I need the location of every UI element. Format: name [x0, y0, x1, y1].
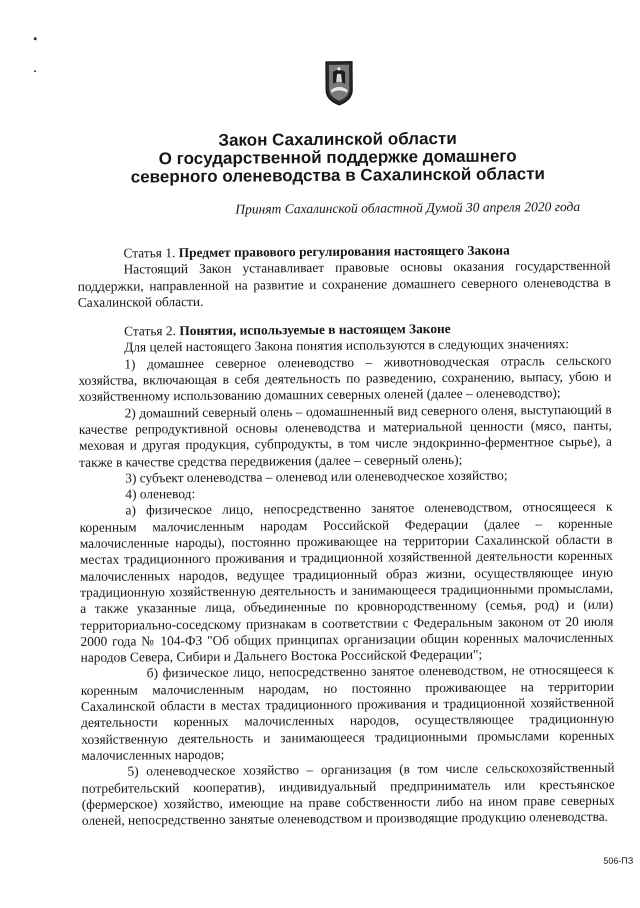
article2-intro: Для целей настоящего Закона понятия используются в следующих значениях:: [124, 336, 570, 356]
definition-item: 1) домашнее северное оленеводство – животноводческая отрасль сельского хозяйства, включающая в себя деятельность по разведению, сохранению, выпасу, убою и хозяйственному использованию домашних северных оленей (далее – оленеводство);: [78, 352, 612, 405]
sakhalin-coat-of-arms-icon: [324, 60, 354, 106]
article1-prefix: Статья 1.: [123, 245, 179, 261]
article2-title: Понятия, используемые в настоящем Законе: [179, 321, 451, 339]
definition-subitem: а) физическое лицо, непосредственно занятое оленеводством, относящееся к коренным малочисленным народам Российской Федерации (далее – коренные малочисленные народы), постоянно проживающее на территории Сахалинской области в местах традиционного проживания и традиционной хозяйственной деятельности коренных малочисленных народов, ведущее традиционный образ жизни, осуществляющее иную традиционную хозяйственную деятельность и занимающееся традиционными промыслами, а также указанные лица, объединенные по кровнородственному (семья, род) и (или) территориально-соседскому признакам в соответствии с Федеральным законом от 20 июля 2000 года № 104-ФЗ "Об общих принципах организации общин коренных малочисленных народов Севера, Сибири и Дальнего Востока Российской Федерации";: [79, 499, 614, 666]
scan-speck: [34, 37, 37, 40]
law-subtitle-line2: северного оленеводства в Сахалинской области: [130, 164, 546, 187]
scan-speck: [34, 70, 36, 72]
definition-item: 2) домашний северный олень – одомашненный вид северного оленя, выступающий в качестве репродуктивной основы оленеводства и материальной ценности (мясо, панты, меховая и другая продукция, субпродукты, в том числе эндокринно-ферментное сырье), а также в качестве средства передвижения (далее – северный олень);: [78, 401, 613, 470]
definition-item: 3) субъект оленеводства – оленевод или оленеводческое хозяйство;: [125, 467, 508, 486]
law-body: [77, 242, 615, 830]
definition-item: 5) оленеводческое хозяйство – организация (в том числе сельскохозяйственный потребительский кооператив), индивидуальный предприниматель или крестьянское (фермерское) хозяйство, имеющие на праве собственности либо на ином праве северных оленей, непосредственно занятые оленеводством и производящие продукцию оленеводства.: [81, 759, 615, 828]
document-code: 506-ПЗ: [603, 855, 634, 866]
law-subtitle-line1: О государственной поддержке домашнего: [158, 146, 517, 169]
definition-item: 4) оленевод:: [125, 486, 196, 502]
article2-prefix: Статья 2.: [124, 323, 180, 339]
definition-subitem: б) физическое лицо, непосредственно занятое оленеводством, не относящееся к коренным малочисленным народам, но постоянно проживающее на территории Сахалинской области в местах традиционного проживания и традиционной хозяйственной деятельности коренных малочисленных народов, осуществляющее традиционную хозяйственную деятельность и занимающееся традиционными промыслами коренных малочисленных народов;: [80, 662, 615, 763]
article1-text: Настоящий Закон устанавливает правовые основы оказания государственной поддержки, направленной на развитие и сохранение домашнего северного оленеводства в Сахалинской области.: [77, 258, 611, 310]
article1-title: Предмет правового регулирования настоящего Закона: [178, 242, 510, 261]
law-title: Закон Сахалинской области: [218, 128, 457, 150]
adoption-date: Принят Сахалинской областной Думой 30 апреля 2020 года: [235, 198, 581, 217]
